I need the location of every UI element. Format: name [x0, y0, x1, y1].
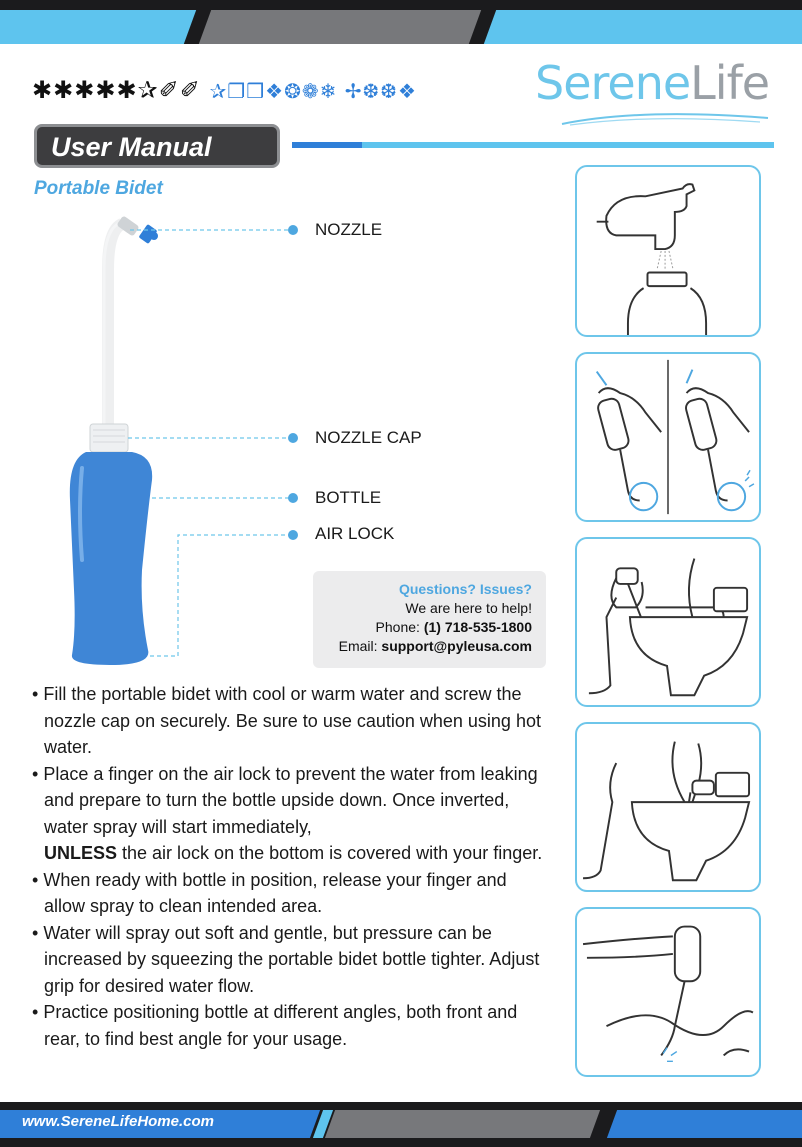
email-address[interactable]: support@pyleusa.com	[381, 638, 532, 654]
email-label: Email:	[338, 638, 382, 654]
user-manual-badge	[34, 124, 280, 168]
label-nozzle: NOZZLE	[315, 220, 383, 239]
dingbat-title-b: ✰❐❒❖❂❁❄ ✢❆❆❖	[209, 79, 417, 103]
instruction-5: Practice positioning bottle at different angles, both front and rear, to find best angle for your usage.	[43, 1002, 518, 1049]
brand-serene: Serene	[535, 56, 691, 110]
bullet: •	[32, 922, 39, 943]
brand-life: Life	[690, 56, 770, 110]
phone-number[interactable]: (1) 718-535-1800	[423, 619, 532, 635]
footer-url-link[interactable]: www.SereneLifeHome.com	[22, 1113, 214, 1130]
contact-heading: Questions? Issues?	[398, 581, 532, 597]
bullet: •	[32, 763, 39, 784]
list-item	[32, 920, 552, 1000]
bullet: •	[32, 869, 39, 890]
instruction-2-bold: UNLESS	[44, 843, 118, 863]
bullet: •	[32, 684, 39, 704]
dingbat-title-a: ✱✱✱✱✱✰✐✐	[32, 76, 201, 104]
instruction-4: Water will spray out soft and gentle, but pressure can be increased by squeezing the portable bidet bottle tighter. Adjust grip for desired water flow.	[43, 922, 540, 996]
instruction-3: When ready with bottle in position, release your finger and allow spray to clean intended area.	[43, 869, 507, 916]
bullet: •	[32, 1002, 39, 1022]
instruction-2b: the air lock on the bottom is covered with your finger.	[117, 843, 543, 863]
list-item	[32, 761, 552, 867]
seated-rear-illustration-icon	[575, 722, 761, 892]
air-lock-illustration-icon	[575, 352, 761, 522]
label-air-lock: AIR LOCK	[315, 524, 395, 543]
user-manual-label: User Manual	[51, 132, 212, 162]
contact-help: We are here to help!	[405, 600, 532, 616]
label-bottle: BOTTLE	[315, 488, 382, 507]
seated-front-illustration-icon	[575, 537, 761, 707]
instruction-2a: Place a finger on the air lock to prevent the water from leaking and prepare to turn the bottle upside down. Once inverted, water spray will start immediately,	[43, 763, 538, 837]
faucet-bottle-illustration-icon	[575, 165, 761, 337]
contact-email-row	[313, 637, 532, 656]
hand-spray-illustration-icon	[575, 907, 761, 1077]
list-item	[32, 999, 552, 1052]
label-nozzle-cap: NOZZLE CAP	[315, 428, 422, 447]
list-item	[32, 681, 552, 761]
brand-logo	[535, 56, 769, 110]
top-banner	[0, 0, 802, 44]
instructions-list	[32, 681, 552, 1052]
dingbat-title	[32, 76, 417, 104]
logo-swoosh-icon	[560, 112, 770, 126]
instruction-1: Fill the portable bidet with cool or warm water and screw the nozzle cap on securely. Be sure to use caution when using hot water.	[43, 684, 541, 757]
list-item	[32, 867, 552, 920]
bidet-bottle-diagram	[60, 210, 310, 670]
contact-box	[313, 571, 546, 668]
phone-label: Phone:	[375, 619, 424, 635]
product-title: Portable Bidet	[34, 178, 163, 199]
contact-phone-row	[313, 618, 532, 637]
header-rule	[292, 142, 774, 148]
